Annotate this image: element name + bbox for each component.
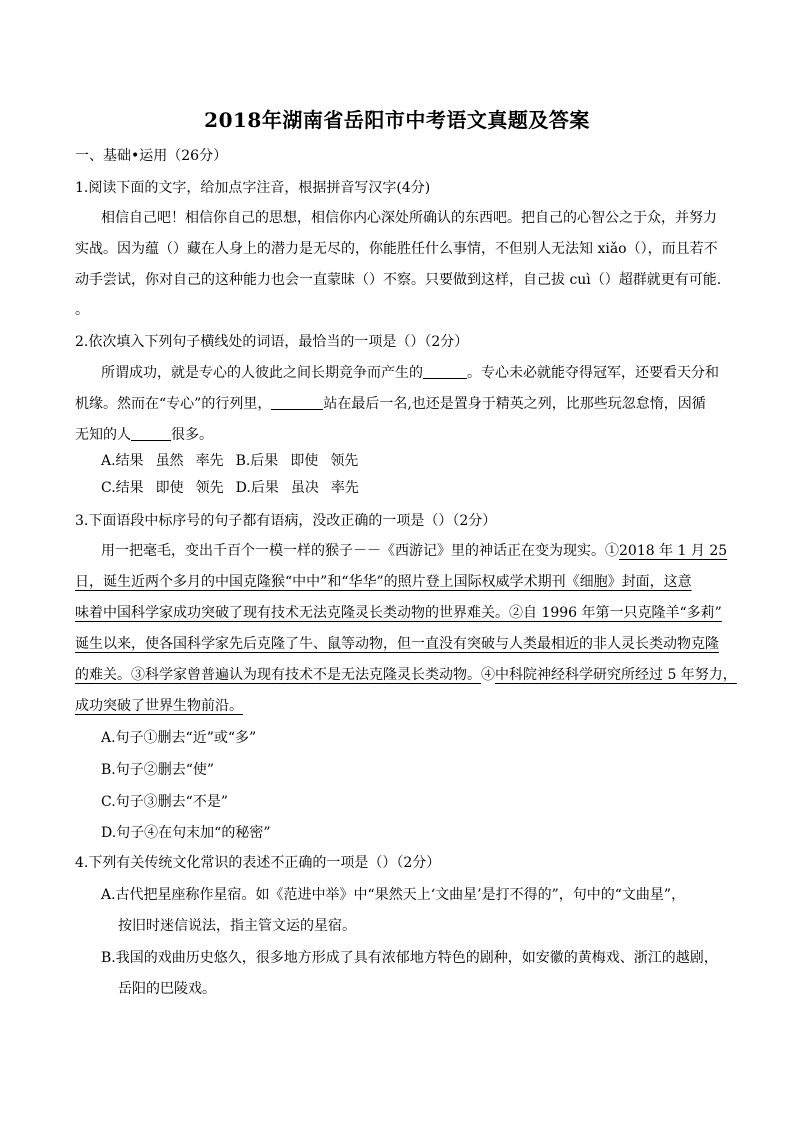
q3-sentence-2-start: 自 1996 年第一只克隆羊“多莉” [523, 605, 722, 621]
q2-option-b-word-3: 领先 [330, 453, 359, 469]
fill-blank-1 [423, 364, 467, 379]
q3-sentence-1-end: 味着中国科学家成功突破了现有技术无法克隆灵长类动物的世界难关。② [75, 605, 523, 621]
q2-passage-line-1 [101, 363, 719, 383]
q3-option-c: C.句子③删去“不是” [101, 794, 228, 810]
section-heading: 一、基础•运用（26分） [75, 148, 228, 164]
q2-passage-text: 很多。 [171, 427, 213, 443]
q2-option-c-word-3: 领先 [195, 480, 224, 496]
q4-option-a-line-2: 按旧时迷信说法，指主管文运的星宿。 [118, 918, 356, 934]
q2-passage-line-2 [75, 394, 706, 414]
q2-header: 2.依次填入下列句子横线处的词语，最恰当的一项是（）（2分） [75, 334, 469, 350]
q3-sentence-4-marker: ④ [481, 667, 495, 683]
q2-option-d: D.后果 [235, 480, 279, 496]
q2-option-d-word-2: 虽决 [290, 480, 319, 496]
q2-option-b: B.后果 [235, 453, 279, 469]
q1-paragraph-line-4: 。 [75, 302, 89, 318]
q3-option-b: B.句子②删去“使” [101, 762, 215, 778]
q2-passage-text: 机缘。然而在“专心”的行列里， [75, 396, 272, 412]
q2-passage-text: 无知的人 [75, 427, 131, 443]
q4-option-b-line-2: 岳阳的巴陵戏。 [118, 981, 216, 997]
q4-option-b-line-1: B.我国的戏曲历史悠久，很多地方形成了具有浓郁地方特色的剧种，如安徽的黄梅戏、浙江的越剧， [101, 950, 718, 966]
q4-header: 4.下列有关传统文化常识的表述不正确的一项是（）（2分） [75, 855, 441, 871]
q2-option-a-word-2: 虽然 [155, 453, 184, 469]
q3-sentence-2-line-2: 诞生以来，使各国科学家先后克隆了牛、鼠等动物，但一直没有突破与人类最相近的非人灵长类动物克隆 [75, 636, 719, 652]
q3-passage-line-5 [75, 665, 737, 685]
q2-passage-text: 所谓成功，就是专心的人彼此之间长期竞争而产生的 [101, 365, 423, 381]
fill-blank-3 [131, 426, 171, 441]
q3-sentence-1-line-2: 日，诞生近两个多月的中国克隆猴“中中”和“华华”的照片登上国际权威学术期刊《细胞》封面，这意 [75, 574, 692, 590]
q1-paragraph-line-2: 实战。因为蕴（）藏在人身上的潜力是无尽的，你能胜任什么事情，不但别人无法知 xiǎo（），而且若不 [75, 241, 718, 257]
q3-passage-text: 用一把毫毛，变出千百个一模一样的猴子－－《西游记》里的神话正在变为现实。① [101, 543, 619, 559]
q2-option-c: C.结果 [101, 480, 144, 496]
q1-header: 1.阅读下面的文字，给加点字注音，根据拼音写汉字(4分) [75, 180, 431, 196]
q2-passage-text: 站在最后一名,也还是置身于精英之列，比那些玩忽怠惰，因循 [323, 396, 706, 412]
q2-options-row-1 [101, 451, 358, 471]
q2-options-row-2 [101, 478, 359, 498]
q1-paragraph-line-3: 动手尝试，你对自己的这种能力也会一直蒙昧（）不察。只要做到这样，自己拔 cuì（）超群就更有可能. [75, 272, 722, 288]
q2-option-d-word-3: 率先 [330, 480, 359, 496]
q3-option-a: A.句子①删去“近”或“多” [101, 730, 257, 746]
q2-passage-line-3 [75, 425, 213, 445]
q2-option-b-word-2: 即使 [290, 453, 319, 469]
fill-blank-2 [271, 395, 323, 410]
q2-passage-text: 。专心未必就能夺得冠军，还要看天分和 [467, 365, 719, 381]
q2-option-c-word-2: 即使 [155, 480, 184, 496]
q3-passage-line-1 [101, 541, 727, 561]
q3-sentence-1-start: 2018 年 1 月 25 [619, 543, 728, 559]
page-title: 2018年湖南省岳阳市中考语文真题及答案 [204, 108, 590, 132]
q3-passage-line-3 [75, 603, 722, 623]
q3-header: 3.下面语段中标序号的句子都有语病，没改正确的一项是（）（2分） [75, 513, 497, 529]
q1-paragraph-line-1: 相信自己吧！相信你自己的思想，相信你内心深处所确认的东西吧。把自己的心智公之于众，并努力 [101, 210, 717, 226]
q3-sentence-4-end: 成功突破了世界生物前沿。 [75, 698, 243, 714]
q2-option-a: A.结果 [101, 453, 144, 469]
q2-option-a-word-3: 率先 [195, 453, 224, 469]
q3-sentence-4-start: 中科院神经科学研究所经过 5 年努力， [495, 667, 737, 683]
q3-sentence-3: 科学家曾普遍认为现有技术不是无法克隆灵长类动物。 [145, 667, 481, 683]
q3-sentence-2-end: 的难关。③ [75, 667, 145, 683]
q4-option-a-line-1: A.古代把星座称作星宿。如《范进中举》中“果然天上‘文曲星’是打不得的”，句中的“文曲星”， [101, 887, 686, 903]
q3-option-d: D.句子④在句末加“的秘密” [101, 825, 271, 841]
